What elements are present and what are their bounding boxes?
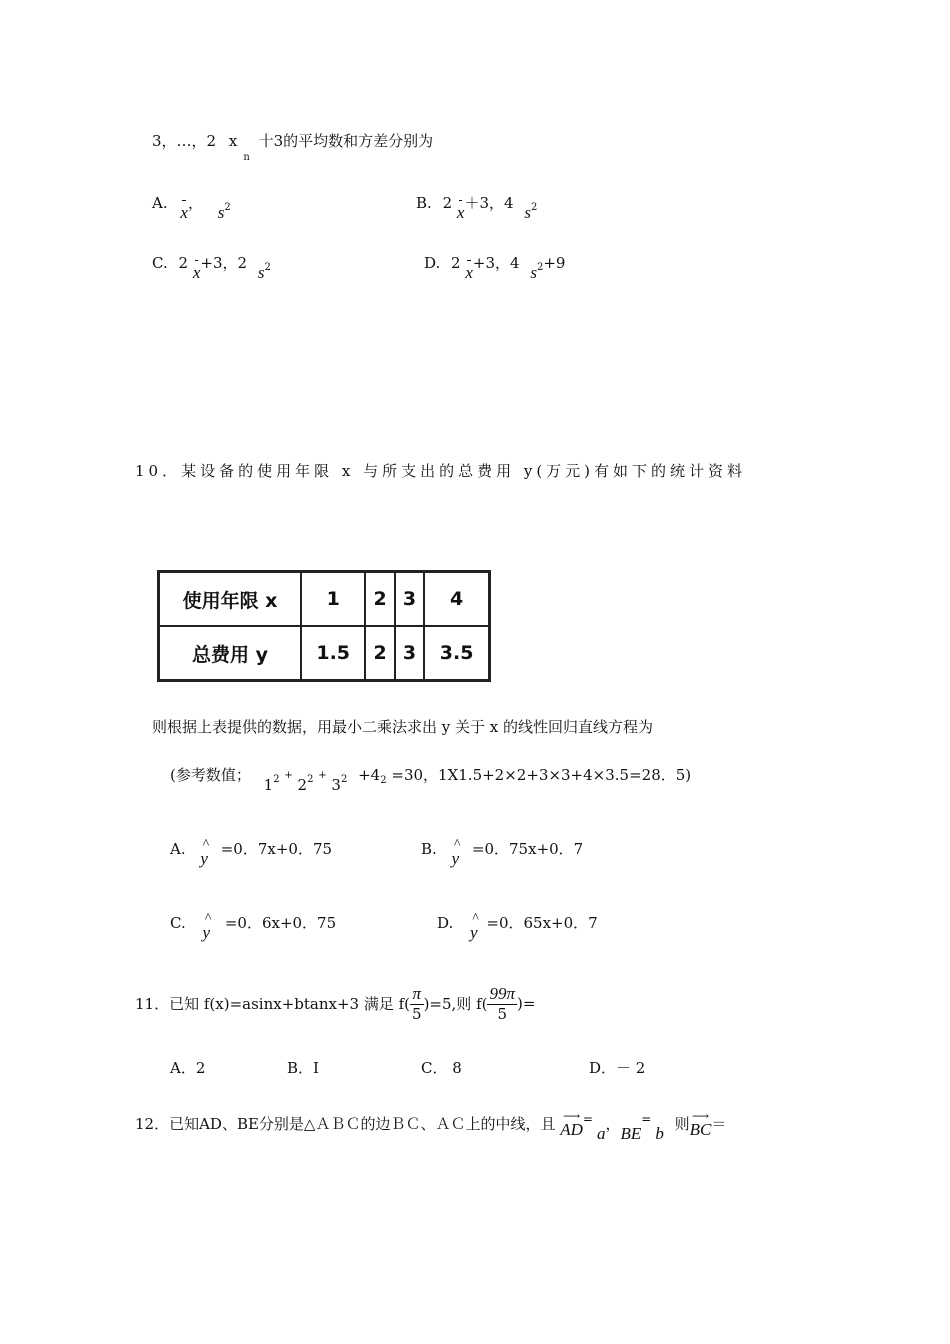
q10-option-d-eq: =0．65x+0．7: [486, 914, 598, 932]
q10-reference: [170, 764, 692, 794]
q12-comma: ，: [605, 1115, 621, 1133]
q10-option-b-eq: =0．75x+0．7: [471, 840, 584, 858]
q9-stem-subscript: n: [243, 152, 250, 163]
q9-option-b-pre: 2: [442, 194, 453, 212]
q10-option-c: [170, 911, 337, 942]
q9-option-b-mid: ＋3，4: [464, 194, 514, 212]
q11-option-c: C． 8: [421, 1059, 462, 1077]
q10-prompt: 则根据上表提供的数据，用最小二乘法求出 y 关于 x 的线性回归直线方程为: [152, 718, 654, 736]
table-cell-x4: 4: [424, 572, 489, 627]
q12-value-a: a: [596, 1124, 606, 1143]
q10-option-c-eq: =0．6x+0．75: [224, 914, 337, 932]
table-cell-y1: 1.5: [301, 626, 365, 681]
table-cell-x2: 2: [365, 572, 394, 627]
q11-fraction-1-num: π: [410, 984, 424, 1005]
q9-option-b-exp: 2: [530, 202, 538, 213]
q12-stem: [135, 1106, 727, 1143]
table-cell-y4: 3.5: [424, 626, 489, 681]
q12-vector-bc-arrow: ⟶: [691, 1109, 710, 1123]
q10-option-a-var: y: [200, 849, 208, 868]
q10-option-d-label: D.: [437, 914, 454, 932]
q9-option-a-exp: 2: [224, 202, 231, 213]
q10-option-d: [437, 911, 598, 942]
q9-stem-part-a: 3，…，2: [152, 132, 217, 150]
q9-option-a-xbar: x: [180, 203, 188, 222]
q12-then: 则: [674, 1115, 690, 1133]
q10-option-d-var: y: [470, 923, 478, 942]
q9-option-a-sep: ，: [187, 194, 203, 212]
q11-stem-part-b: )=5,则 f(: [423, 995, 488, 1013]
q9-option-b-label: B.: [416, 194, 432, 212]
q9-option-d-label: D.: [424, 254, 441, 272]
q11-option-b: B．I: [287, 1059, 319, 1077]
table-header-y: 总费用 y: [159, 626, 302, 681]
table-cell-y2: 2: [365, 626, 394, 681]
q9-stem: [152, 130, 434, 163]
q12-vector-ad-label: AD: [560, 1120, 583, 1139]
table-cell-y3: 3: [395, 626, 424, 681]
q12-value-b: b: [655, 1124, 664, 1143]
q11-fraction-1: [410, 984, 424, 1023]
table-cell-x1: 1: [301, 572, 365, 627]
q9-option-d-s: s: [530, 263, 537, 282]
q10-option-b-yhat: ^ y: [451, 837, 460, 868]
q10-option-b-var: y: [451, 849, 460, 868]
q9-option-c: [152, 252, 271, 282]
q10-data-table: [157, 570, 491, 682]
q9-stem-part-b: 十3的平均数和方差分别为: [258, 132, 434, 150]
q9-option-d-exp: 2: [536, 262, 544, 273]
q9-option-d-pre: 2: [451, 254, 461, 272]
q12-vector-be: BE: [620, 1124, 642, 1143]
q10-ref-sub: 2: [380, 775, 387, 786]
q12-eq3: ＝: [711, 1115, 727, 1133]
q9-option-d-xbar: x: [465, 263, 473, 282]
q10-ref-term4: +4: [358, 766, 381, 784]
q10-ref-term2: 2: [297, 776, 308, 794]
q10-option-a-label: A.: [170, 840, 186, 858]
q10-option-a-eq: =0．7x+0．75: [220, 840, 333, 858]
q9-option-a: [152, 192, 231, 222]
q10-ref-plus2: +: [318, 770, 327, 781]
q9-option-a-s: s: [217, 203, 225, 222]
q9-stem-x: x: [228, 132, 238, 150]
q12-vector-ad-arrow: ⟶: [562, 1109, 581, 1123]
q10-option-b-label: B.: [421, 840, 437, 858]
q9-option-d: [424, 252, 566, 282]
q9-option-c-label: C.: [152, 254, 168, 272]
q11-fraction-2-num: 99π: [489, 984, 515, 1003]
q10-option-d-yhat: ^ y: [470, 911, 478, 942]
q9-option-c-s: s: [257, 263, 265, 282]
q11-stem: [135, 984, 535, 1023]
table-cell-x3: 3: [395, 572, 424, 627]
q10-ref-plus1: +: [284, 770, 293, 781]
q9-option-b: [416, 192, 538, 222]
q11-option-a: A．2: [170, 1059, 206, 1077]
q10-option-c-label: C.: [170, 914, 186, 932]
q10-option-c-yhat: ^ y: [202, 911, 211, 942]
q9-option-b-xbar: x: [456, 203, 465, 222]
q9-option-c-mid: +3，2: [200, 254, 248, 272]
table-header-x: 使用年限 x: [159, 572, 302, 627]
q12-eq1: =: [582, 1112, 593, 1126]
q9-option-b-s: s: [524, 203, 531, 222]
q10-option-c-var: y: [202, 923, 211, 942]
q11-fraction-1-den: 5: [412, 1005, 422, 1023]
q9-option-c-exp: 2: [264, 262, 271, 273]
q11-stem-part-c: )=: [517, 994, 536, 1013]
q9-option-a-label: A.: [152, 194, 168, 212]
table-row: [159, 626, 490, 681]
q10-stem: 10．某设备的使用年限 x 与所支出的总费用 y(万元)有如下的统计资料: [135, 462, 747, 480]
q12-eq2: =: [641, 1112, 652, 1126]
q10-ref-exp2: 2: [307, 774, 314, 785]
q10-ref-exp3: 2: [340, 774, 348, 785]
q11-stem-part-a: 11．已知 f(x)=asinx+btanx+3 满足 f(: [135, 995, 411, 1013]
q11-fraction-2-den: 5: [497, 1005, 507, 1023]
q12-vector-bc: [689, 1109, 712, 1140]
q10-ref-open: (参考数值；: [170, 766, 251, 784]
q10-ref-rest: =30，1X1.5+2×2+3×3+4×3.5=28．5): [391, 766, 692, 784]
q10-ref-exp1: 2: [273, 774, 280, 785]
q10-ref-term3: 3: [331, 776, 341, 794]
q10-option-b: [421, 837, 584, 868]
q9-option-d-mid: +3，4: [472, 254, 520, 272]
q12-vector-ad: [560, 1109, 583, 1140]
q10-ref-term1: 1: [263, 776, 274, 794]
q10-option-a-yhat: ^ y: [200, 837, 209, 868]
q12-stem-text: 12．已知AD、BE分别是△ＡＢＣ的边ＢＣ、ＡＣ上的中线，且: [135, 1115, 556, 1133]
q9-option-d-post: +9: [543, 254, 566, 272]
q11-option-d: D．－ 2: [589, 1059, 646, 1077]
q12-vector-bc-label: BC: [689, 1120, 712, 1139]
q9-option-c-pre: 2: [178, 254, 189, 272]
q9-option-c-xbar: x: [192, 263, 201, 282]
table-row: [159, 572, 490, 627]
q10-option-a: [170, 837, 333, 868]
q11-fraction-2: [487, 984, 517, 1023]
